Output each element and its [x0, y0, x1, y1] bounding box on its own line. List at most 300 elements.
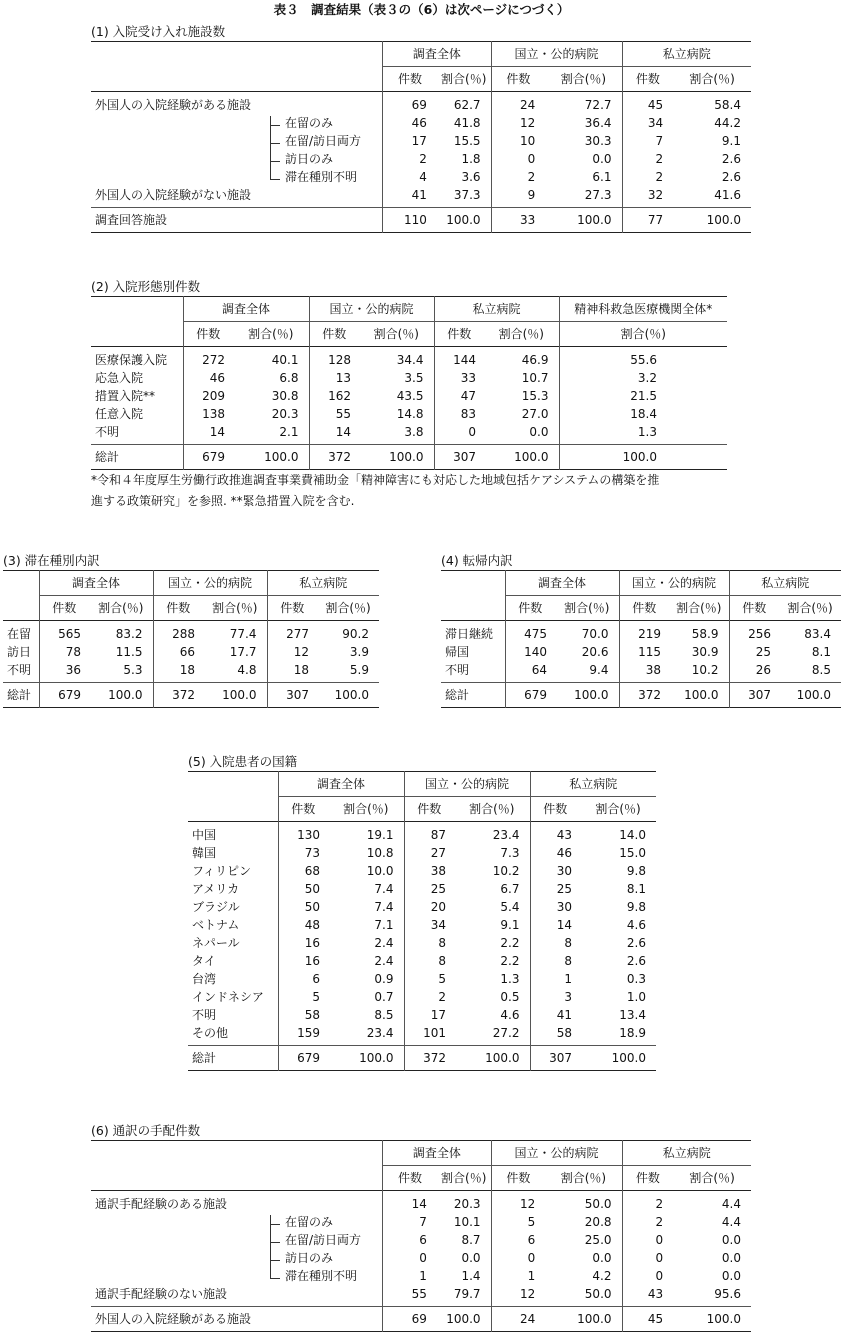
table-cell: 100.0: [203, 683, 267, 708]
table-cell: 4.4: [721, 1215, 741, 1229]
table-total-row: [441, 683, 841, 708]
table-cell: 83.2: [115, 627, 143, 641]
table-cell: 1.8: [461, 152, 481, 166]
table-cell: 79.7: [453, 1287, 481, 1301]
table-cell: 70.0: [581, 627, 609, 641]
table-cell: 138: [183, 405, 233, 423]
table4-group-private: 私立病院: [729, 571, 841, 596]
col-ratio: 割合(％): [325, 601, 371, 615]
row-label: アメリカ: [192, 882, 240, 896]
col-ratio: 割合(％): [469, 802, 515, 816]
table-cell: 18.9: [619, 1026, 646, 1040]
row-label: 総計: [441, 683, 505, 708]
table-total-row: [91, 445, 727, 470]
table-cell: 256: [729, 621, 779, 644]
table4-body: [441, 621, 841, 708]
table-cell: 90.2: [342, 627, 369, 641]
row-label: インドネシア: [192, 990, 264, 1004]
table-cell: 679: [183, 445, 233, 470]
table-cell: 12: [491, 1191, 545, 1214]
col-ratio: 割合(％): [676, 601, 722, 615]
table-cell: 40.1: [271, 353, 299, 367]
table-cell: 18.4: [559, 405, 727, 423]
table2: [91, 296, 727, 470]
table-cell: 20.8: [584, 1215, 612, 1229]
table-cell: 372: [309, 445, 359, 470]
row-label: 不明: [95, 425, 120, 439]
table-cell: 77: [622, 208, 673, 233]
table4-group-public: 国立・公的病院: [619, 571, 729, 596]
col-ratio: 割合(％): [373, 327, 419, 341]
row-label: 韓国: [192, 846, 217, 860]
table-cell: 209: [183, 387, 233, 405]
row-label: 総計: [91, 445, 183, 470]
table-cell: 34.4: [396, 353, 424, 367]
table-cell: 3.9: [349, 645, 369, 659]
table-cell: 33: [434, 369, 484, 387]
sub-row-label: 滞在種別不明: [95, 1269, 357, 1283]
table-cell: 46: [530, 844, 580, 862]
table-cell: 6.8: [279, 371, 299, 385]
table-cell: 110: [383, 208, 437, 233]
table3-group-all: 調査全体: [39, 571, 153, 596]
table2-caption: (2) 入院形態別件数: [91, 279, 201, 294]
table-cell: 162: [309, 387, 359, 405]
table-row: [188, 844, 656, 862]
table-cell: 41.6: [714, 188, 741, 202]
row-label: [91, 132, 383, 150]
table-cell: 10.1: [453, 1215, 481, 1229]
table-cell: 46: [183, 369, 233, 387]
table-row: [188, 952, 656, 970]
col-ratio: 割合(％): [787, 601, 833, 615]
table-cell: 9: [491, 186, 545, 208]
table-cell: 372: [404, 1046, 454, 1071]
table-cell: 3.8: [404, 425, 424, 439]
table-cell: 3: [530, 988, 580, 1006]
col-ratio: 割合(％): [212, 601, 258, 615]
table-cell: 272: [183, 347, 233, 370]
row-label: フィリピン: [192, 864, 252, 878]
table-cell: 43: [530, 822, 580, 845]
footnote-line: *令和４年度厚生労働行政推進調査事業費補助金「精神障害にも対応した地域包括ケアシステムの構築を推: [91, 473, 660, 487]
table-cell: 20.6: [581, 645, 609, 659]
table-cell: 372: [619, 683, 669, 708]
table-cell: 0.5: [500, 990, 520, 1004]
table-cell: 30: [530, 862, 580, 880]
row-label: 任意入院: [95, 407, 144, 421]
table-cell: 46: [383, 114, 437, 132]
row-label: 措置入院**: [95, 389, 156, 403]
table-cell: 100.0: [89, 683, 153, 708]
table-row: [91, 168, 751, 186]
table-cell: 475: [505, 621, 555, 644]
table2-group-psych: 精神科救急医療機関全体*: [559, 297, 727, 322]
table-cell: 14: [530, 916, 580, 934]
row-label: [91, 150, 383, 168]
table-cell: 30.8: [271, 389, 299, 403]
col-count: 件数: [183, 322, 233, 347]
table-cell: 23.4: [492, 828, 520, 842]
row-label: 訪日: [7, 645, 32, 659]
table-cell: 679: [278, 1046, 328, 1071]
table-total-row: [3, 683, 379, 708]
table-cell: 10: [491, 132, 545, 150]
table-row: [91, 369, 727, 387]
table-cell: 58: [530, 1024, 580, 1046]
table-cell: 58: [278, 1006, 328, 1024]
table-cell: 100.0: [233, 445, 309, 470]
table-cell: 50: [278, 880, 328, 898]
col-ratio: 割合(％): [498, 327, 544, 341]
table-cell: 69: [383, 92, 437, 115]
table-cell: 1: [530, 970, 580, 988]
table-cell: 69: [383, 1307, 437, 1332]
table-cell: 372: [153, 683, 203, 708]
table-row: [188, 880, 656, 898]
table-cell: 25: [530, 880, 580, 898]
table-cell: 45: [622, 1307, 673, 1332]
table-cell: 100.0: [437, 1307, 491, 1332]
table-row: [441, 621, 841, 644]
table-cell: 2.6: [626, 936, 646, 950]
table-cell: 9.8: [626, 900, 646, 914]
col-ratio: 割合(％): [689, 72, 735, 86]
table-cell: 0: [622, 1249, 673, 1267]
table-row: [91, 1285, 751, 1307]
table-cell: 17: [383, 132, 437, 150]
table-cell: 0.9: [374, 972, 394, 986]
table-cell: 4.6: [500, 1008, 520, 1022]
table-cell: 43: [622, 1285, 673, 1307]
table-row: [91, 132, 751, 150]
table-cell: 2: [622, 150, 673, 168]
table-cell: 6.1: [592, 170, 612, 184]
row-label: その他: [192, 1026, 229, 1040]
table-row: [188, 916, 656, 934]
table-cell: 307: [267, 683, 317, 708]
col-ratio: 割合(％): [559, 322, 727, 347]
table-cell: 27: [404, 844, 454, 862]
table-cell: 95.6: [714, 1287, 741, 1301]
table-cell: 83.4: [804, 627, 831, 641]
table-cell: 15.3: [521, 389, 549, 403]
table-cell: 5.4: [500, 900, 520, 914]
table-row: [441, 643, 841, 661]
table-row: [3, 621, 379, 644]
table-cell: 100.0: [484, 445, 559, 470]
table-cell: 16: [278, 934, 328, 952]
col-ratio: 割合(％): [343, 802, 389, 816]
table3-body: [3, 621, 379, 708]
table-cell: 15.5: [453, 134, 481, 148]
table-cell: 50.0: [584, 1287, 612, 1301]
table-cell: 10.2: [492, 864, 520, 878]
table-cell: 5: [404, 970, 454, 988]
row-label: 不明: [192, 1008, 217, 1022]
sub-row-label: 在留のみ: [95, 1215, 333, 1229]
table-cell: 679: [39, 683, 89, 708]
table1: [91, 41, 751, 233]
table-cell: 14: [309, 423, 359, 445]
table-cell: 10.8: [366, 846, 394, 860]
table-cell: 2: [622, 1213, 673, 1231]
table-cell: 73: [278, 844, 328, 862]
table-cell: 12: [491, 1285, 545, 1307]
table-cell: 27.0: [521, 407, 549, 421]
table-cell: 12: [267, 643, 317, 661]
table-cell: 307: [434, 445, 484, 470]
col-ratio: 割合(％): [560, 1171, 607, 1185]
table-cell: 100.0: [669, 683, 729, 708]
table-cell: 7.4: [374, 900, 394, 914]
table-cell: 38: [404, 862, 454, 880]
table-cell: 4.4: [721, 1197, 741, 1211]
table-cell: 115: [619, 643, 669, 661]
col-ratio: 割合(％): [560, 72, 607, 86]
row-label: ネパール: [192, 936, 240, 950]
table-cell: 5.9: [349, 663, 369, 677]
table-cell: 14: [383, 1191, 437, 1214]
table-cell: 10.0: [366, 864, 394, 878]
sub-row-label: 滞在種別不明: [95, 170, 357, 184]
table-cell: 17.7: [229, 645, 257, 659]
table-cell: 2.6: [721, 152, 741, 166]
table-cell: 3.2: [559, 369, 727, 387]
col-ratio: 割合(％): [441, 72, 487, 86]
table-row: [188, 1006, 656, 1024]
table-cell: 18: [267, 661, 317, 683]
table-cell: 8.5: [374, 1008, 394, 1022]
table-cell: 6: [491, 1231, 545, 1249]
table5-group-all: 調査全体: [278, 772, 404, 797]
table-cell: 0.7: [374, 990, 394, 1004]
table-cell: 7.3: [500, 846, 520, 860]
table-row: [91, 347, 727, 370]
table-cell: 62.7: [453, 98, 481, 112]
table-cell: 41: [383, 186, 437, 208]
table-row: [3, 661, 379, 683]
table-cell: 50: [278, 898, 328, 916]
col-ratio: 割合(％): [98, 601, 144, 615]
table-cell: 2: [404, 988, 454, 1006]
sub-row-label: 在留/訪日両方: [95, 1233, 361, 1247]
table-cell: 9.1: [721, 134, 741, 148]
table-cell: 307: [530, 1046, 580, 1071]
row-label: ベトナム: [192, 918, 240, 932]
table-cell: 0: [434, 423, 484, 445]
row-label: 総計: [3, 683, 39, 708]
table-cell: 16: [278, 952, 328, 970]
table-cell: 7: [383, 1213, 437, 1231]
table-cell: 10.7: [521, 371, 549, 385]
col-count: 件数: [39, 596, 89, 621]
table-cell: 32: [622, 186, 673, 208]
table3-group-public: 国立・公的病院: [153, 571, 267, 596]
table-cell: 8: [404, 952, 454, 970]
table-cell: 1.4: [461, 1269, 481, 1283]
row-label: [91, 1267, 383, 1285]
table-cell: 78: [39, 643, 89, 661]
table-cell: 3.6: [461, 170, 481, 184]
table-cell: 12: [491, 114, 545, 132]
table-cell: 8: [404, 934, 454, 952]
table-cell: 1.0: [626, 990, 646, 1004]
col-count: 件数: [434, 322, 484, 347]
table-cell: 45: [622, 92, 673, 115]
col-count: 件数: [530, 797, 580, 822]
table-cell: 8.1: [626, 882, 646, 896]
table-cell: 8.5: [811, 663, 831, 677]
table-cell: 21.5: [559, 387, 727, 405]
table6-group-private: 私立病院: [622, 1141, 751, 1166]
table-cell: 128: [309, 347, 359, 370]
table2-group-private: 私立病院: [434, 297, 559, 322]
table-row: [188, 934, 656, 952]
table-cell: 13: [309, 369, 359, 387]
table-cell: 100.0: [359, 445, 434, 470]
table-cell: 64: [505, 661, 555, 683]
table-cell: 288: [153, 621, 203, 644]
table-cell: 1.3: [500, 972, 520, 986]
row-label: 外国人の入院経験がない施設: [95, 188, 252, 202]
table-row: [91, 150, 751, 168]
table-row: [91, 387, 727, 405]
col-ratio: 割合(％): [248, 327, 294, 341]
table-cell: 0: [491, 1249, 545, 1267]
row-label: 通訳手配経験のある施設: [95, 1197, 228, 1211]
table-cell: 27.2: [492, 1026, 520, 1040]
table-cell: 41: [530, 1006, 580, 1024]
table-cell: 0: [622, 1267, 673, 1285]
table-cell: 48: [278, 916, 328, 934]
table-cell: 100.0: [328, 1046, 404, 1071]
row-label: タイ: [192, 954, 216, 968]
table-cell: 30.9: [691, 645, 719, 659]
col-count: 件数: [622, 67, 673, 92]
table-cell: 9.1: [500, 918, 520, 932]
table-cell: 27.3: [584, 188, 612, 202]
table-cell: 58.4: [714, 98, 741, 112]
table4-group-all: 調査全体: [505, 571, 619, 596]
table-row: [3, 643, 379, 661]
table-cell: 100.0: [454, 1046, 530, 1071]
table-cell: 11.5: [115, 645, 143, 659]
sub-row-label: 在留のみ: [95, 116, 333, 130]
sub-row-label: 訪日のみ: [95, 152, 333, 166]
table-cell: 2.6: [626, 954, 646, 968]
table-cell: 100.0: [673, 1307, 751, 1332]
table-cell: 100.0: [545, 208, 622, 233]
table-cell: 41.8: [453, 116, 481, 130]
table-cell: 100.0: [437, 208, 491, 233]
table-cell: 159: [278, 1024, 328, 1046]
row-label: 中国: [192, 828, 217, 842]
table-cell: 0: [622, 1231, 673, 1249]
col-ratio: 割合(％): [564, 601, 610, 615]
col-ratio: 割合(％): [441, 1171, 487, 1185]
table-cell: 20.3: [453, 1197, 481, 1211]
table-cell: 7: [622, 132, 673, 150]
table-cell: 1: [491, 1267, 545, 1285]
table-cell: 5: [278, 988, 328, 1006]
table-cell: 100.0: [317, 683, 379, 708]
table-cell: 2.1: [279, 425, 299, 439]
table-cell: 100.0: [545, 1307, 622, 1332]
table5-group-public: 国立・公的病院: [404, 772, 530, 797]
table-cell: 25: [729, 643, 779, 661]
table-cell: 8.7: [461, 1233, 481, 1247]
table-cell: 36.4: [584, 116, 612, 130]
col-count: 件数: [404, 797, 454, 822]
table-cell: 20.3: [271, 407, 299, 421]
table-cell: 0.0: [721, 1233, 741, 1247]
table-cell: 100.0: [673, 208, 751, 233]
table-cell: 4.6: [626, 918, 646, 932]
table-cell: 2.2: [500, 936, 520, 950]
table-cell: 2.2: [500, 954, 520, 968]
table3-group-private: 私立病院: [267, 571, 379, 596]
table-cell: 2: [622, 168, 673, 186]
table5: [188, 771, 656, 1071]
table-cell: 68: [278, 862, 328, 880]
table-cell: 2: [383, 150, 437, 168]
table4-caption: (4) 転帰内訳: [441, 553, 513, 568]
table6-caption: (6) 通訳の手配件数: [91, 1123, 201, 1138]
table-cell: 24: [491, 92, 545, 115]
footnote-line: 進する政策研究」を参照. **緊急措置入院を含む.: [91, 494, 355, 508]
table3-caption: (3) 滞在種別内訳: [3, 553, 100, 568]
table-cell: 0.0: [461, 1251, 481, 1265]
table-cell: 219: [619, 621, 669, 644]
table-cell: 4.2: [592, 1269, 612, 1283]
page-title: 表３ 調査結果（表３の（6）は次ページにつづく）: [273, 2, 570, 17]
table-cell: 15.0: [619, 846, 646, 860]
table-cell: 77.4: [229, 627, 257, 641]
table-row: [188, 898, 656, 916]
table-cell: 7.4: [374, 882, 394, 896]
col-count: 件数: [622, 1166, 673, 1191]
table-cell: 5.3: [123, 663, 143, 677]
table-cell: 101: [404, 1024, 454, 1046]
table-row: [91, 423, 727, 445]
col-count: 件数: [491, 67, 545, 92]
table-row: [91, 92, 751, 115]
table-cell: 0.0: [721, 1269, 741, 1283]
col-count: 件数: [153, 596, 203, 621]
table-cell: 50.0: [584, 1197, 612, 1211]
table-cell: 6.7: [500, 882, 520, 896]
table-row: [91, 186, 751, 208]
table-row: [91, 114, 751, 132]
table-cell: 0.3: [626, 972, 646, 986]
table-row: [91, 1213, 751, 1231]
table-cell: 30.3: [584, 134, 612, 148]
table-cell: 36: [39, 661, 89, 683]
table1-body: [91, 92, 751, 233]
table-cell: 100.0: [779, 683, 841, 708]
table-cell: 46.9: [521, 353, 549, 367]
row-label: 調査回答施設: [91, 208, 383, 233]
row-label: [91, 114, 383, 132]
table-row: [91, 1191, 751, 1214]
table-cell: 14.0: [619, 828, 646, 842]
table1-group-private: 私立病院: [622, 42, 751, 67]
table-cell: 20: [404, 898, 454, 916]
table-cell: 1: [383, 1267, 437, 1285]
table-total-row: [91, 208, 751, 233]
table-row: [188, 822, 656, 845]
